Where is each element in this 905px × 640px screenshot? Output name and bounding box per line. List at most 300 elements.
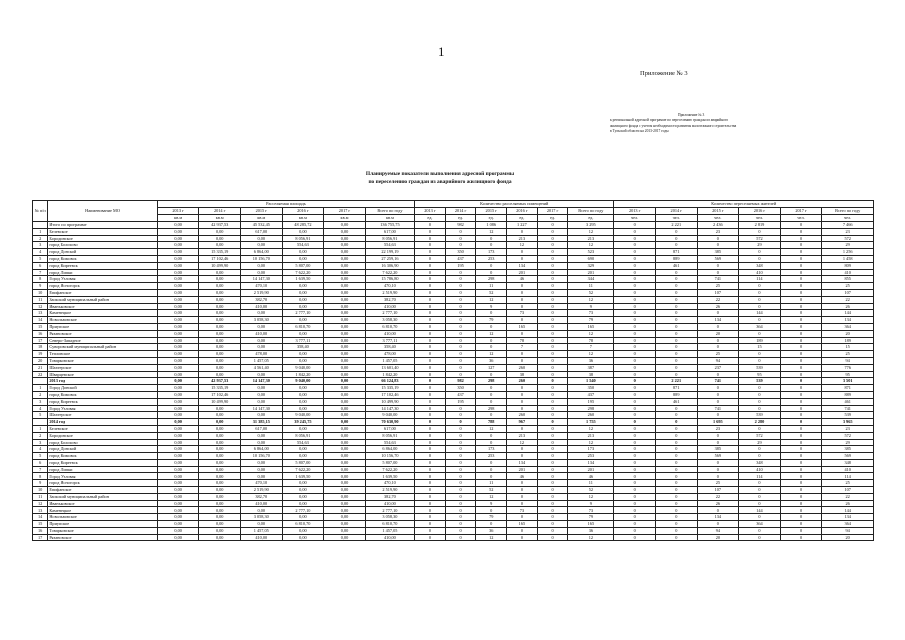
row-value: 0,00 <box>199 453 241 460</box>
row-name: Иваньковское <box>48 303 157 310</box>
row-name: Новольвовское <box>48 317 157 324</box>
row-value: 0,00 <box>157 459 199 466</box>
table-row <box>33 534 874 541</box>
row-value: 165 <box>568 323 614 330</box>
row-value: 0 <box>537 446 568 453</box>
row-value: 253 <box>568 453 614 460</box>
row-name: 2014 год <box>48 419 157 426</box>
row-value: 7 622,20 <box>282 466 324 473</box>
row-value: 52 <box>476 487 507 494</box>
table-row <box>33 337 874 344</box>
row-value: 0 <box>537 514 568 521</box>
table-row <box>33 323 874 330</box>
row-value: 12 <box>476 296 507 303</box>
table-row <box>33 385 874 392</box>
header-name: Наименование МО <box>85 208 120 214</box>
row-value: 382,70 <box>365 296 414 303</box>
row-value: 0 <box>655 412 697 419</box>
row-value: 0 <box>780 255 822 262</box>
table-row <box>33 398 874 405</box>
row-name: город Болохово <box>48 439 157 446</box>
row-value: 46 <box>507 473 538 480</box>
header-unit: ед. <box>537 215 568 222</box>
row-value: 0,00 <box>199 439 241 446</box>
header-unit: кв.м <box>199 215 241 222</box>
row-value: 0 <box>415 514 446 521</box>
row-number: 10 <box>33 289 48 296</box>
row-value: 22 199,19 <box>365 249 414 256</box>
row-value: 73 <box>507 507 538 514</box>
row-value: 11 <box>568 480 614 487</box>
row-name: Белевское <box>48 425 157 432</box>
row-value: 0 <box>739 296 781 303</box>
row-value: 0 <box>445 507 476 514</box>
row-value: 0,00 <box>157 249 199 256</box>
row-value: 410,00 <box>365 303 414 310</box>
row-value: 0,00 <box>324 228 366 235</box>
row-value: 0 <box>614 493 656 500</box>
header-unit: чел. <box>739 215 781 222</box>
table-row <box>33 222 874 229</box>
row-value: 0,00 <box>241 371 283 378</box>
row-value: 107 <box>697 487 739 494</box>
row-value: 9 040,00 <box>282 412 324 419</box>
row-value: 0 <box>445 487 476 494</box>
row-value: 0 <box>739 391 781 398</box>
row-value: 0,00 <box>241 432 283 439</box>
row-value: 0 <box>739 228 781 235</box>
row-value: 0 <box>415 500 446 507</box>
row-value: 0 <box>445 453 476 460</box>
row-value: 0 <box>697 466 739 473</box>
row-value: 539 <box>739 378 781 385</box>
row-value: 0 <box>780 466 822 473</box>
row-value: 12 <box>568 439 614 446</box>
header-year: 2014 г <box>199 208 241 215</box>
row-value: 298 <box>568 405 614 412</box>
header-unit: ед. <box>476 215 507 222</box>
row-value: 0 <box>507 303 538 310</box>
row-value: 0 <box>739 405 781 412</box>
row-value: 0 <box>537 480 568 487</box>
row-value: 0 <box>415 459 446 466</box>
row-value: 0 <box>780 310 822 317</box>
row-value: 78 <box>507 337 538 344</box>
row-value: 31 385,15 <box>241 419 283 426</box>
row-value: 741 <box>697 276 739 283</box>
row-value: 0 <box>415 262 446 269</box>
row-value: 1 457,05 <box>365 357 414 364</box>
row-value: 0 <box>780 351 822 358</box>
row-value: 0 <box>655 351 697 358</box>
row-value: 0 <box>537 296 568 303</box>
row-value: 27 259,16 <box>365 255 414 262</box>
row-value: 1 639,50 <box>282 473 324 480</box>
row-value: 136 755,75 <box>365 222 414 229</box>
row-value: 0 <box>739 357 781 364</box>
row-value: 0,00 <box>157 405 199 412</box>
row-value: 1 695 <box>697 419 739 426</box>
row-value: 0 <box>415 351 446 358</box>
table-row <box>33 249 874 256</box>
table-row <box>33 446 874 453</box>
row-number: 3 <box>33 398 48 405</box>
row-value: 29 <box>822 242 874 249</box>
row-value: 15 335,19 <box>199 385 241 392</box>
row-value: 410,00 <box>365 330 414 337</box>
table-row <box>33 364 874 371</box>
row-value: 0 <box>476 371 507 378</box>
row-value: 0 <box>780 459 822 466</box>
row-value: 0,00 <box>157 385 199 392</box>
row-value: 0 <box>537 228 568 235</box>
header-name-cell <box>48 201 157 222</box>
row-value: 554,63 <box>282 242 324 249</box>
row-value: 0 <box>780 269 822 276</box>
row-value: 410,00 <box>365 534 414 541</box>
row-value: 39 245,75 <box>282 419 324 426</box>
row-number: 20 <box>33 357 48 364</box>
row-value: 0 <box>780 500 822 507</box>
row-value: 107 <box>697 289 739 296</box>
row-value: 776 <box>822 364 874 371</box>
row-value: 0 <box>780 527 822 534</box>
row-value: 36 <box>568 527 614 534</box>
row-value: 79 <box>476 317 507 324</box>
row-value: 0 <box>780 446 822 453</box>
row-value: 2 436 <box>697 222 739 229</box>
row-value: 0 <box>476 466 507 473</box>
row-value: 0 <box>415 378 446 385</box>
row-value: 0,00 <box>324 357 366 364</box>
row-value: 0 <box>445 283 476 290</box>
row-value: 15 335,19 <box>365 385 414 392</box>
row-value: 0 <box>780 391 822 398</box>
row-value: 2 777,10 <box>282 310 324 317</box>
row-value: 461 <box>655 262 697 269</box>
row-value: 0 <box>507 330 538 337</box>
row-value: 0 <box>415 405 446 412</box>
row-value: 0 <box>655 473 697 480</box>
row-value: 0 <box>780 412 822 419</box>
row-value: 382,70 <box>365 493 414 500</box>
row-value: 73 <box>568 507 614 514</box>
row-value: 0 <box>655 269 697 276</box>
row-value: 0,00 <box>157 351 199 358</box>
row-number: 22 <box>33 371 48 378</box>
row-value: 0 <box>537 487 568 494</box>
row-value: 17 102,46 <box>199 391 241 398</box>
row-value: 134 <box>568 459 614 466</box>
row-value: 0,00 <box>241 398 283 405</box>
row-value: 0 <box>697 242 739 249</box>
row-value: 0 <box>507 296 538 303</box>
header-year: 2015 г <box>476 208 507 215</box>
row-value: 0 <box>507 534 538 541</box>
row-value: 0 <box>614 432 656 439</box>
row-value: 144 <box>739 310 781 317</box>
row-value: 73 <box>568 310 614 317</box>
row-name: город Киреевск <box>48 398 157 405</box>
row-value: 1 457,05 <box>241 357 283 364</box>
row-value: 10 156,70 <box>241 453 283 460</box>
row-value: 0 <box>780 222 822 229</box>
row-value: 410,00 <box>241 303 283 310</box>
row-value: 0 <box>445 432 476 439</box>
row-value: 0 <box>614 534 656 541</box>
row-value: 0,00 <box>282 534 324 541</box>
row-value: 38 <box>507 371 538 378</box>
row-value: 0,00 <box>157 480 199 487</box>
row-name: город Кимовск <box>48 391 157 398</box>
row-value: 3 777,11 <box>365 337 414 344</box>
row-value: 0 <box>655 514 697 521</box>
row-name: Город Донской <box>48 385 157 392</box>
row-value: 617,00 <box>365 228 414 235</box>
row-value: 0 <box>697 473 739 480</box>
row-value: 0 <box>537 255 568 262</box>
row-value: 0,00 <box>157 222 199 229</box>
row-value: 7 622,20 <box>365 269 414 276</box>
row-value: 1 639,50 <box>365 473 414 480</box>
header-unit: кв.м <box>157 215 199 222</box>
row-value: 0,00 <box>282 391 324 398</box>
table-row <box>33 453 874 460</box>
header-unit: чел. <box>614 215 656 222</box>
row-value: 0 <box>476 269 507 276</box>
row-value: 0 <box>780 398 822 405</box>
row-value: 0,00 <box>324 398 366 405</box>
row-value: 0 <box>415 357 446 364</box>
row-value: 0,00 <box>199 534 241 541</box>
row-value: 165 <box>568 521 614 528</box>
row-value: 0 <box>655 439 697 446</box>
row-value: 0,00 <box>282 351 324 358</box>
row-value: 0 <box>507 317 538 324</box>
header-year: 2016 г <box>507 208 538 215</box>
row-value: 0,00 <box>324 425 366 432</box>
row-value: 0 <box>445 459 476 466</box>
row-value: 0 <box>614 487 656 494</box>
row-value: 0 <box>614 323 656 330</box>
row-value: 0,00 <box>157 398 199 405</box>
row-value: 195 <box>568 398 614 405</box>
row-value: 94 <box>822 527 874 534</box>
row-number: 6 <box>33 262 48 269</box>
row-value: 36 <box>476 527 507 534</box>
row-value: 95 <box>822 371 874 378</box>
note-line: к региональной адресной программе по переселению граждан из аварийного <box>610 118 729 123</box>
row-value: 572 <box>822 235 874 242</box>
row-value: 0,00 <box>199 235 241 242</box>
row-value: 0,00 <box>241 310 283 317</box>
row-value: 0 <box>537 527 568 534</box>
row-value: 0,00 <box>199 446 241 453</box>
row-value: 0,00 <box>157 521 199 528</box>
row-value: 0,00 <box>324 493 366 500</box>
row-value: 0 <box>780 296 822 303</box>
row-value: 0 <box>655 405 697 412</box>
row-value: 0 <box>415 269 446 276</box>
table-row <box>33 276 874 283</box>
row-value: 0 <box>614 473 656 480</box>
row-value: 0,00 <box>324 521 366 528</box>
table-row <box>33 412 874 419</box>
data-table <box>32 200 874 541</box>
row-value: 0,00 <box>282 255 324 262</box>
row-value: 0,00 <box>199 432 241 439</box>
row-value: 569 <box>697 255 739 262</box>
table-row <box>33 228 874 235</box>
row-value: 0 <box>697 385 739 392</box>
row-value: 0 <box>476 398 507 405</box>
row-value: 0 <box>614 385 656 392</box>
row-value: 0 <box>780 453 822 460</box>
row-value: 298 <box>476 405 507 412</box>
row-value: 0 <box>739 527 781 534</box>
table-row <box>33 493 874 500</box>
row-value: 22 <box>697 296 739 303</box>
note-line: Приложение № 3 <box>678 113 705 117</box>
row-value: 79 <box>568 317 614 324</box>
row-value: 25 <box>822 283 874 290</box>
row-value: 0,00 <box>324 296 366 303</box>
row-value: 1 639,50 <box>282 276 324 283</box>
row-name: Епифанское <box>48 487 157 494</box>
row-value: 9 <box>568 500 614 507</box>
row-value: 114 <box>822 473 874 480</box>
row-value: 0 <box>780 385 822 392</box>
row-value: 350 <box>445 249 476 256</box>
row-value: 0,00 <box>199 283 241 290</box>
row-value: 0 <box>780 432 822 439</box>
row-value: 134 <box>822 514 874 521</box>
row-value: 189 <box>822 337 874 344</box>
row-value: 0,00 <box>282 446 324 453</box>
row-value: 0 <box>739 425 781 432</box>
row-value: 134 <box>697 514 739 521</box>
row-value: 0 <box>614 412 656 419</box>
row-value: 0,00 <box>324 323 366 330</box>
row-value: 12 <box>568 330 614 337</box>
row-value: 470,10 <box>365 283 414 290</box>
table-row <box>33 487 874 494</box>
row-value: 0,00 <box>282 500 324 507</box>
row-number: 11 <box>33 493 48 500</box>
row-value: 20 <box>697 534 739 541</box>
row-value: 3 295 <box>568 222 614 229</box>
row-value: 7 622,20 <box>282 269 324 276</box>
row-value: 0 <box>655 432 697 439</box>
row-value: 0 <box>614 378 656 385</box>
row-value: 0,00 <box>157 323 199 330</box>
table-row <box>33 289 874 296</box>
row-value: 410 <box>739 269 781 276</box>
row-value: 0 <box>697 262 739 269</box>
row-value: 0 <box>415 222 446 229</box>
row-number: 4 <box>33 405 48 412</box>
row-value: 195 <box>445 398 476 405</box>
row-value: 66 124,83 <box>365 378 414 385</box>
table-row <box>33 507 874 514</box>
row-value: 0,00 <box>282 480 324 487</box>
row-value: 260 <box>507 364 538 371</box>
row-value: 0 <box>780 228 822 235</box>
row-value: 0 <box>655 480 697 487</box>
row-value: 0 <box>780 405 822 412</box>
header-year: 2014 г <box>445 208 476 215</box>
row-value: 617,00 <box>241 425 283 432</box>
row-value: 0 <box>537 432 568 439</box>
header-unit: ед. <box>415 215 446 222</box>
row-value: 0 <box>780 283 822 290</box>
row-value: 0,00 <box>199 276 241 283</box>
row-number: 16 <box>33 527 48 534</box>
row-value: 0,00 <box>324 446 366 453</box>
row-value: 0 <box>537 303 568 310</box>
row-value: 0 <box>537 344 568 351</box>
row-value: 0,00 <box>282 357 324 364</box>
row-value: 0 <box>445 527 476 534</box>
row-value: 0,00 <box>282 228 324 235</box>
row-value: 6 810,70 <box>365 323 414 330</box>
row-value: 0 <box>655 330 697 337</box>
row-value: 26 <box>697 303 739 310</box>
row-value: 52 <box>568 289 614 296</box>
table-row <box>33 296 874 303</box>
note-line: жилищного фонда с учетом необходимости развития малоэтажного строительства <box>610 123 737 128</box>
row-value: 0,00 <box>199 242 241 249</box>
row-value: 22 <box>822 493 874 500</box>
appendix-label: Приложение № 3 <box>640 70 688 77</box>
row-value: 0 <box>507 425 538 432</box>
row-value: 0 <box>780 473 822 480</box>
row-value: 29 <box>822 439 874 446</box>
row-value: 982 <box>445 378 476 385</box>
row-value: 15 335,19 <box>199 249 241 256</box>
row-value: 0 <box>537 425 568 432</box>
row-value: 0 <box>415 521 446 528</box>
row-value: 2 280 <box>739 419 781 426</box>
row-value: 0 <box>780 317 822 324</box>
row-value: 0,00 <box>324 283 366 290</box>
row-value: 0 <box>614 276 656 283</box>
row-name: Приупское <box>48 521 157 528</box>
row-value: 0,00 <box>157 493 199 500</box>
row-value: 690 <box>568 255 614 262</box>
row-value: 0 <box>655 337 697 344</box>
table-row <box>33 303 874 310</box>
row-value: 14 147,30 <box>365 405 414 412</box>
row-value: 0 <box>507 249 538 256</box>
row-value: 0 <box>445 521 476 528</box>
row-value: 0 <box>507 514 538 521</box>
row-value: 0 <box>697 459 739 466</box>
row-value: 0 <box>739 398 781 405</box>
row-value: 0,00 <box>157 228 199 235</box>
row-value: 8 056,91 <box>282 235 324 242</box>
row-value: 0 <box>655 344 697 351</box>
row-value: 0 <box>655 459 697 466</box>
row-value: 0,00 <box>324 255 366 262</box>
row-value: 7 <box>568 344 614 351</box>
row-value: 478,00 <box>365 351 414 358</box>
row-value: 0 <box>445 235 476 242</box>
row-value: 2 777,10 <box>365 507 414 514</box>
row-value: 0 <box>476 385 507 392</box>
row-value: 0 <box>537 453 568 460</box>
row-value: 0,00 <box>282 453 324 460</box>
